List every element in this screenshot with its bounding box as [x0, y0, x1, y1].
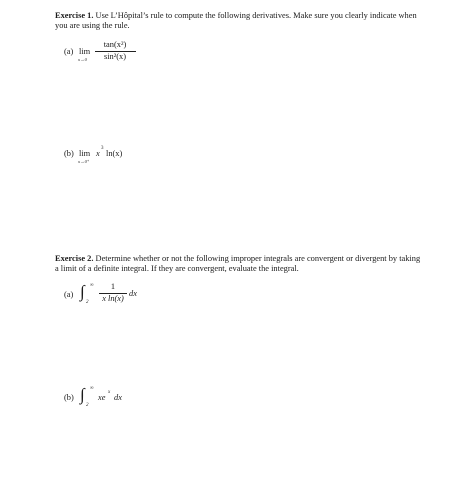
limit-subscript: x→0 — [78, 57, 87, 62]
differential: dx — [114, 393, 122, 402]
exercise-1-text: Use L’Hôpital’s rule to compute the following derivatives. Make sure you clearly indicate when you are using the rule. — [55, 11, 417, 31]
integral-lower-limit: 2 — [86, 403, 89, 408]
exercise-2-instructions — [55, 254, 425, 275]
integral-upper-limit: ∞ — [90, 283, 94, 288]
exercise-1-title: Exercise 1. — [55, 11, 94, 20]
integrand-base: xe — [98, 393, 106, 402]
integrand-exponent: x — [108, 390, 111, 395]
part-label: (a) — [64, 47, 74, 56]
part-label: (b) — [64, 393, 74, 402]
differential: dx — [129, 289, 137, 298]
fraction-denominator: x ln(x) — [102, 294, 124, 303]
exercise-2-title: Exercise 2. — [55, 254, 94, 263]
exercise-2-text: Determine whether or not the following improper integrals are convergent or divergent by taking a limit of a definite integral. If they are convergent, evaluate the integral. — [55, 254, 421, 274]
expression-log: ln(x) — [106, 149, 123, 158]
fraction-numerator: 1 — [110, 282, 116, 291]
limit-subscript: x→0⁺ — [78, 159, 90, 164]
limit-operator: lim — [79, 47, 91, 56]
integral-lower-limit: 2 — [86, 300, 89, 305]
integral-sign: ∫ — [80, 385, 85, 404]
integral-upper-limit: ∞ — [90, 386, 94, 391]
part-label: (b) — [64, 149, 74, 158]
expression-exponent: 3 — [101, 146, 104, 151]
exercise-1-instructions — [55, 11, 425, 32]
fraction-numerator: tan(x²) — [103, 40, 127, 49]
expression-base: x — [96, 149, 100, 158]
integral-sign: ∫ — [80, 282, 85, 301]
limit-operator: lim — [79, 149, 91, 158]
fraction-denominator: sin²(x) — [103, 52, 127, 61]
part-label: (a) — [64, 290, 74, 299]
